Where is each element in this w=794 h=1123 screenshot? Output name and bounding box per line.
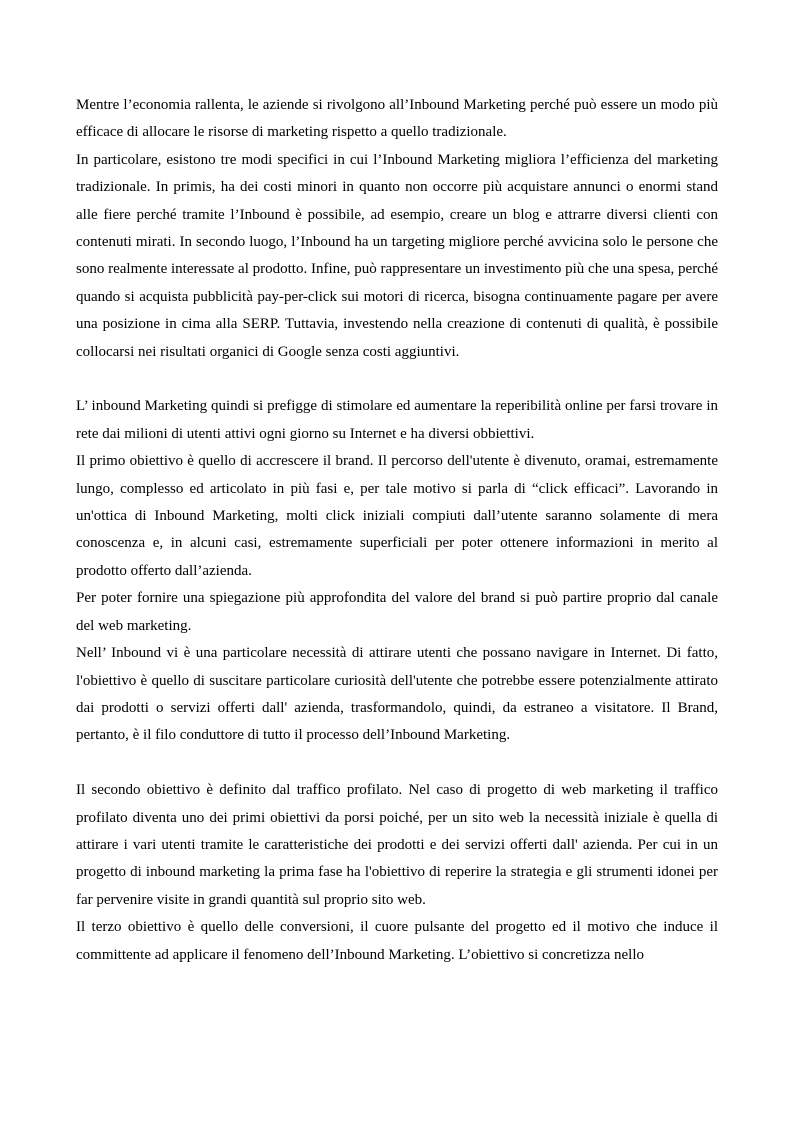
paragraph-second-objective: Il secondo obiettivo è definito dal traffico profilato. Nel caso di progetto di web marketing il traffico profilato diventa uno dei primi obiettivi da porsi poiché, per un sito web la necessità iniziale è quella di attirare i vari utenti tramite le caratteristiche dei prodotti e dei servizi offerti dall' azienda. Per cui in un progetto di inbound marketing la prima fase ha l'obiettivo di reperire la strategia e gli strumenti idonei per far pervenire visite in grandi quantità sul proprio sito web. [76,782,718,908]
paragraph-brand-value: Per poter fornire una spiegazione più approfondita del valore del brand si può partire proprio dal canale del web marketing. [76,590,718,634]
paragraph-gap [76,750,718,777]
paragraph-attract-users: Nell’ Inbound vi è una particolare necessità di attirare utenti che possano navigare in Internet. Di fatto, l'obiettivo è quello di suscitare particolare curiosità dell'utente che potrebbe essere potenzialmente attirato dai prodotti o servizi offerti dall' azienda, trasformandolo, quindi, da estraneo a visitatore. Il Brand, pertanto, è il filo conduttore di tutto il processo dell’Inbound Marketing. [76,645,718,744]
paragraph-first-objective: Il primo obiettivo è quello di accrescere il brand. Il percorso dell'utente è divenuto, oramai, estremamente lungo, complesso ed articolato in più fasi e, per tale motivo si parla di “click efficaci”. Lavorando in un'ottica di Inbound Marketing, molti click iniziali compiuti dall’utente saranno solamente di mera conoscenza e, in alcuni casi, estremamente superficiali per poter ottenere informazioni in merito al prodotto offerto dall’azienda. [76,453,718,579]
paragraph-economy-intro: Mentre l’economia rallenta, le aziende si rivolgono all’Inbound Marketing perché può essere un modo più efficace di allocare le risorse di marketing rispetto a quello tradizionale. [76,97,718,141]
paragraph-third-objective: Il terzo obiettivo è quello delle conversioni, il cuore pulsante del progetto ed il motivo che induce il committente ad applicare il fenomeno dell’Inbound Marketing. L’obiettivo si concretizza nello [76,919,718,963]
document-page [76,92,718,969]
paragraph-three-ways: In particolare, esistono tre modi specifici in cui l’Inbound Marketing migliora l’efficienza del marketing tradizionale. In primis, ha dei costi minori in quanto non occorre più acquistare annunci o enormi stand alle fiere perché tramite l’Inbound è possibile, ad esempio, creare un blog e attrarre diversi clienti con contenuti mirati. In secondo luogo, l’Inbound ha un targeting migliore perché avvicina solo le persone che sono realmente interessate al prodotto. Infine, può rappresentare un investimento più che una spesa, perché quando si acquista pubblicità pay-per-click sui motori di ricerca, bisogna continuamente pagare per avere una posizione in cima alla SERP. Tuttavia, investendo nella creazione di contenuti di qualità, è possibile collocarsi nei risultati organici di Google senza costi aggiuntivi. [76,151,718,360]
paragraph-gap [76,366,718,393]
paragraph-inbound-goals: L’ inbound Marketing quindi si prefigge di stimolare ed aumentare la reperibilità online per farsi trovare in rete dai milioni di utenti attivi ogni giorno su Internet e ha diversi obbiettivi. [76,398,718,442]
